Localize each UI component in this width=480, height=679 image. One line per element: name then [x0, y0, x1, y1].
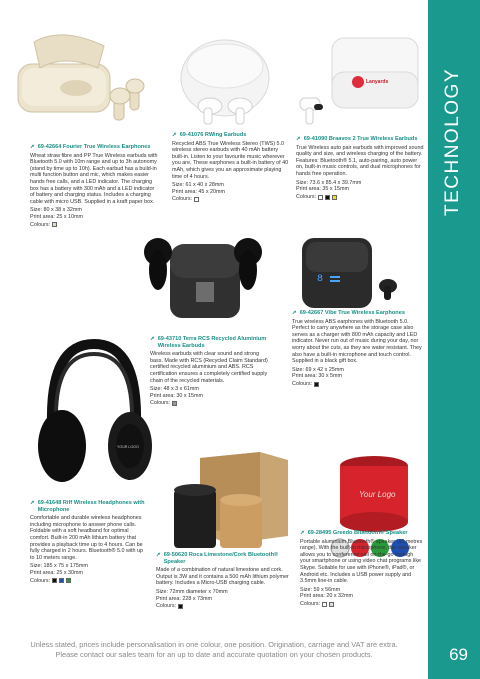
product-vibe [292, 310, 424, 388]
product-size: Size: 80 x 38 x 32mm [30, 207, 82, 214]
product-image-roca [164, 450, 290, 552]
product-size: Size: 59 x 56mm [300, 586, 341, 593]
colour-swatch [332, 195, 337, 200]
product-size: Size: 72mm diameter x 70mm [156, 588, 228, 595]
colour-swatch [329, 602, 334, 607]
colours-label: Colours: [300, 600, 321, 607]
colours-label: Colours: [150, 400, 171, 407]
colour-swatch [52, 578, 57, 583]
product-print-area: Print area: 228 x 73mm [156, 595, 213, 602]
product-image-riff [30, 334, 158, 498]
colour-swatch [178, 604, 183, 609]
section-title [436, 52, 470, 232]
product-description: Comfortable and durable wireless headphones including microphone to answer phone calls. Foldable with a soft headband for optimal comfort. Built-in 200 mAh lithium battery that provides a playback time up to 4 hours. Can be fully charged in 2 hours. Bluetooth® 5.0 with up to 10 meters range. [30, 515, 144, 561]
colours-label: Colours: [156, 603, 177, 610]
product-description: True wireless ABS earphones with Bluetooth 5.0. Perfect to carry anywhere as the storage case also serves as a charger with 800 mAh capacity and LED indicator. Never run out of music during your day, nor worry about the cuts, as they are water resistant. They also have a built-in microphone and touch control. Supplied in a black gift box. [292, 318, 422, 365]
product-image-fourier [14, 22, 150, 138]
colour-swatch [322, 602, 327, 607]
product-title: ➚ 69-42664 Fourier True Wireless Earphones [30, 144, 151, 150]
product-terra [150, 336, 270, 407]
speaker-logo-text: Your Logo [359, 490, 396, 499]
product-image-rwing [170, 26, 280, 136]
product-size: Size: 61 x 40 x 28mm [172, 182, 224, 189]
footer-disclaimer [0, 640, 428, 660]
product-colours [30, 578, 146, 585]
product-title: ➚ 69-41648 Riff Wireless Headphones with Microphone [30, 500, 145, 513]
colour-swatch [59, 578, 64, 583]
product-print-area: Print area: 30 x 5mm [292, 373, 343, 380]
product-fourier [30, 144, 158, 228]
product-image-vibe [292, 234, 422, 320]
product-colours [30, 222, 158, 229]
footer-line-2: Please contact our sales team for an up to date and accurate quotation on your chosen products. [55, 650, 373, 659]
product-print-area: Print area: 25 x 30mm [30, 569, 84, 576]
product-description: Portable aluminium Bluetooth® speaker (10 metres range). With the built-in microphone, the speaker allows you to conference call on-the-go through your smartphone or using video chat programs like Skype. Suitable for use with iPhone®, iPad®, or Android etc. Includes a USB power supply and 3.5mm line-in cable. [300, 538, 423, 585]
page-number: 69 [449, 645, 468, 664]
product-riff [30, 500, 146, 584]
product-size: Size: 73.6 x 85.4 x 39.7mm [296, 179, 362, 186]
colours-label: Colours: [292, 380, 313, 387]
product-print-area: Print area: 20 x 32mm [300, 593, 354, 600]
product-colours [300, 601, 424, 608]
colour-swatch [66, 578, 71, 583]
product-size: Size: 48 x 3 x 61mm [150, 386, 199, 393]
product-title: ➚ 69-41090 Braavos 2 True Wireless Earbuds [296, 136, 418, 142]
footer-line-1: Unless stated, prices include personalisation in one colour, one position. Origination, carriage and VAT are extra. [30, 640, 398, 649]
product-size: Size: 69 x 42 x 25mm [292, 366, 344, 373]
product-roca [156, 552, 296, 610]
svg-text:8: 8 [317, 274, 324, 285]
product-greedo [300, 530, 424, 608]
product-rwing [172, 132, 290, 203]
colour-swatch [172, 401, 177, 406]
colour-swatch [318, 195, 323, 200]
product-braavos [296, 136, 424, 200]
product-title: ➚ 69-50620 Roca Limestone/Cork Bluetooth® Speaker [156, 552, 279, 565]
colours-label: Colours: [30, 221, 51, 228]
product-print-area: Print area: 30 x 15mm [150, 392, 204, 399]
product-colours [296, 194, 424, 201]
colours-label: Colours: [30, 577, 51, 584]
product-image-braavos [296, 28, 424, 132]
product-description: Recycled ABS True Wireless Stereo (TWS) 5.0 wireless stereo earbuds with 40 mAh battery built-in. Listen to your favourite music wherever you are. These earphones a built-in battery of 40 mAh, which gives you an approximate playing time of 4 hours. [172, 140, 289, 180]
product-description: Wireless earbuds with clear sound and strong bass. Made with RCS (Recycled Claim Standard) certified recycled aluminium and ABS. RCS certification ensures a completely certified supply chain of the recycled materials. [150, 351, 268, 384]
colour-swatch [52, 222, 57, 227]
lanyards-logo-text: Lanyards [366, 79, 389, 85]
colour-swatch [325, 195, 330, 200]
product-print-area: Print area: 25 x 10mm [30, 213, 84, 220]
product-title: ➚ 69-28495 Greedo Bluetooth® Speaker [300, 530, 408, 536]
product-image-terra [140, 226, 268, 328]
product-title: ➚ 69-43710 Terra RCS Recycled Aluminium Wireless Earbuds [150, 336, 267, 349]
product-print-area: Print area: 45 x 20mm [172, 188, 226, 195]
product-description: True Wireless auto pair earbuds with improved sound quality and size, and wireless charging of the battery. Features: Bluetooth® 5.1, auto-pairing, auto power on, built-in music controls, and dual microphones for hands free operation. [296, 144, 424, 177]
product-colours [292, 381, 424, 388]
product-colours [150, 400, 270, 407]
product-title: ➚ 69-41076 RWing Earbuds [172, 132, 247, 138]
product-description: Made of a combination of natural limestone and cork. Output is 3W and it contains a 500 mAh lithium polymer battery. Includes a Micro-USB charging cable. [156, 567, 289, 587]
product-colours [172, 196, 290, 203]
product-colours [156, 603, 296, 610]
section-title-text: TECHNOLOGY [442, 67, 463, 217]
product-print-area: Print area: 35 x 15mm [296, 186, 350, 193]
headphone-logo-text: YOUR LOGO [117, 445, 139, 449]
colours-label: Colours: [172, 196, 193, 203]
product-title: ➚ 69-42667 Vibe True Wireless Earphones [292, 310, 405, 316]
colours-label: Colours: [296, 193, 317, 200]
product-size: Size: 185 x 75 x 175mm [30, 563, 88, 570]
colour-swatch [314, 382, 319, 387]
colour-swatch [194, 197, 199, 202]
product-description: Wheat straw fibre and PP True Wireless earbuds with Bluetooth 5.0 with 10m range and up to 3h autonomy (stand by time up to 10h). Each earbud has a build-in multi function button and mic, which makes easier hands free calls, and a LED indicator. The charging box has a battery with 300 mAh and a LED indicator of battery and charging status. Includes a charging cable with micro USB. Supplied in a kraft paper box. [30, 152, 158, 205]
